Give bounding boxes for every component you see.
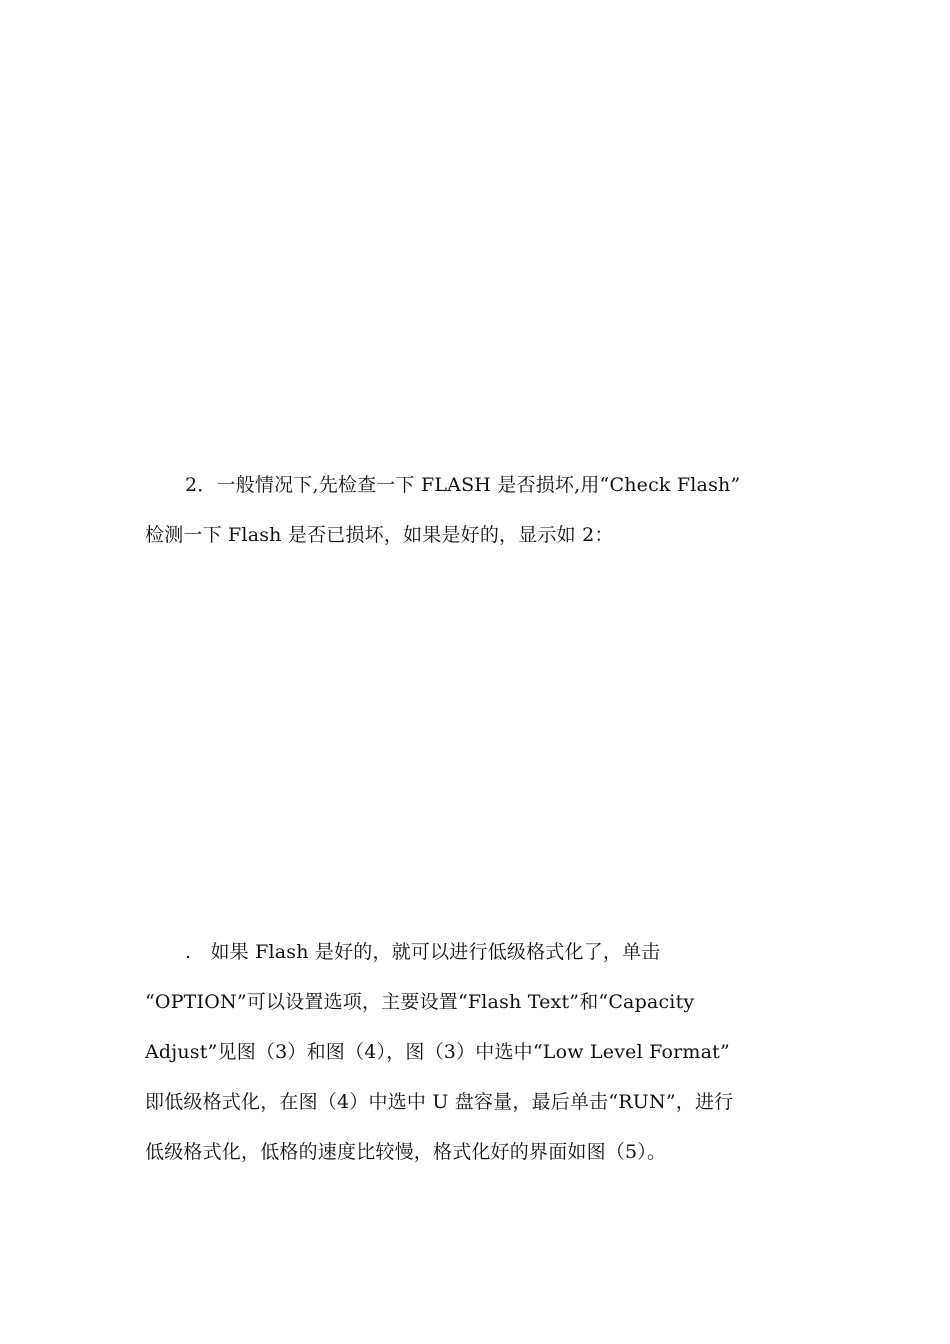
paragraph-line: 即低级格式化，在图（4）中选中 U 盘容量，最后单击“RUN”，进行 [145,1091,734,1113]
paragraph-line: “OPTION”可以设置选项，主要设置“Flash Text”和“Capacity [145,991,695,1013]
paragraph-line: 检测一下 Flash 是否已损坏，如果是好的，显示如 2： [145,524,614,546]
paragraph-line: 2．一般情况下,先检查一下 FLASH 是否损坏,用“Check Flash” [185,474,741,496]
paragraph-line: . 如果 Flash 是好的，就可以进行低级格式化了，单击 [185,941,661,963]
paragraph-line: 低级格式化，低格的速度比较慢，格式化好的界面如图（5）。 [145,1141,667,1163]
paragraph-line: Adjust”见图（3）和图（4），图（3）中选中“Low Level Format” [145,1041,730,1063]
